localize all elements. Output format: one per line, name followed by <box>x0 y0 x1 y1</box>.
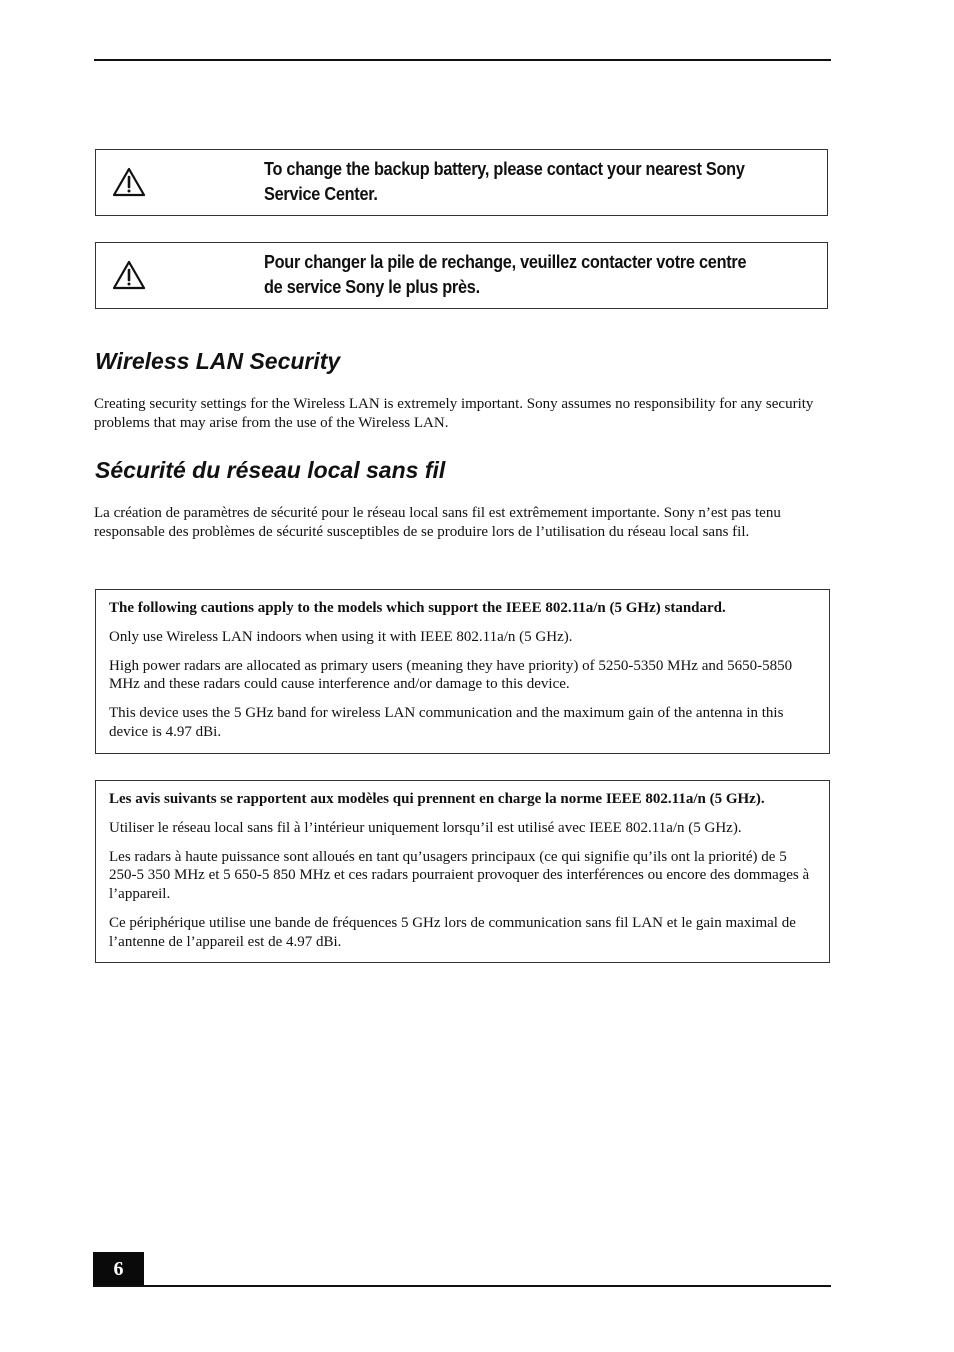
section-body-securite-reseau: La création de paramètres de sécurité pour le réseau local sans fil est extrêmement importante. Sony n’est pas tenu responsable des problèmes de sécurité susceptibles de se produire lors de l’utilisation du réseau local sans fil. <box>94 505 781 540</box>
warning-line: To change the backup battery, please contact your nearest Sony <box>264 158 745 179</box>
warning-box-english <box>95 149 828 216</box>
caution-box-english <box>95 589 830 754</box>
warning-triangle-icon <box>111 166 147 198</box>
warning-line: de service Sony le plus près. <box>264 276 480 297</box>
section-body-wireless-lan-security: Creating security settings for the Wireless LAN is extremely important. Sony assumes no responsibility for any security problems that may arise from the use of the Wireless LAN. <box>94 396 814 431</box>
section-heading-securite-reseau: Sécurité du réseau local sans fil <box>95 457 446 483</box>
caution-paragraph: High power radars are allocated as primary users (meaning they have priority) of 5250-5350 MHz and 5650-5850 MHz and these radars could cause interference and/or damage to this device. <box>109 657 793 693</box>
caution-lead: The following cautions apply to the models which support the IEEE 802.11a/n (5 GHz) standard. <box>109 600 726 616</box>
warning-line: Service Center. <box>264 183 378 204</box>
warning-text <box>264 249 752 299</box>
header-rule <box>94 59 831 61</box>
footer-rule <box>93 1285 831 1287</box>
warning-box-french <box>95 242 828 309</box>
caution-paragraph: Only use Wireless LAN indoors when using it with IEEE 802.11a/n (5 GHz). <box>109 628 573 645</box>
caution-paragraph: Les radars à haute puissance sont alloués en tant qu’usagers principaux (ce qui signifie qu’ils ont la priorité) de 5 250-5 350 MHz et 5 650-5 850 MHz et ces radars pourraient provoquer des interférences ou encore des dommages à l’appareil. <box>109 848 810 903</box>
warning-triangle-icon <box>111 259 147 291</box>
warning-line: Pour changer la pile de rechange, veuillez contacter votre centre <box>264 251 747 272</box>
caution-box-french <box>95 780 830 963</box>
caution-paragraph: This device uses the 5 GHz band for wireless LAN communication and the maximum gain of the antenna in this device is 4.97 dBi. <box>109 705 784 740</box>
caution-lead: Les avis suivants se rapportent aux modèles qui prennent en charge la norme IEEE 802.11a/n (5 GHz). <box>109 791 765 807</box>
section-heading-wireless-lan-security: Wireless LAN Security <box>95 348 341 374</box>
page-number: 6 <box>93 1252 144 1286</box>
caution-paragraph: Utiliser le réseau local sans fil à l’intérieur uniquement lorsqu’il est utilisé avec IEEE 802.11a/n (5 GHz). <box>109 819 742 836</box>
warning-text <box>264 156 752 206</box>
caution-paragraph: Ce périphérique utilise une bande de fréquences 5 GHz lors de communication sans fil LAN et le gain maximal de l’antenne de l’appareil est de 4.97 dBi. <box>109 914 796 950</box>
